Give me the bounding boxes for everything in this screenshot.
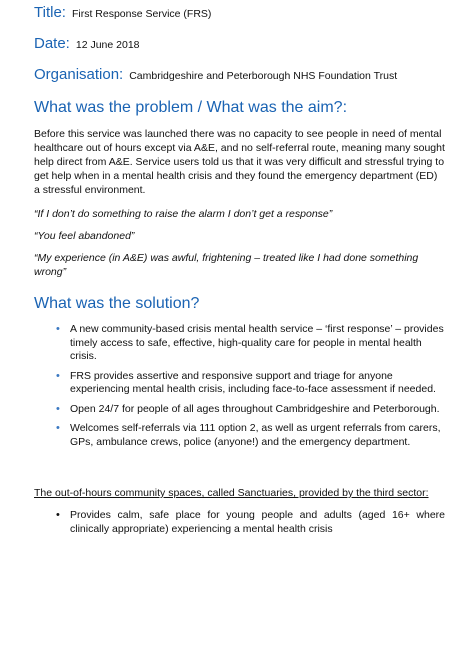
solution-bullet-text: Welcomes self-referrals via 111 option 2, as well as urgent referrals from carers, GPs, ambulance crews, police (anyone!) and the emergency department.: [70, 422, 441, 448]
date-row: [34, 35, 445, 52]
bullet-icon: •: [56, 323, 60, 335]
sanctuaries-heading: The out-of-hours community spaces, called Sanctuaries, provided by the third sector:: [34, 487, 429, 499]
sanctuary-bullet-text: Provides calm, safe place for young people and adults (aged 16+ where clinically appropriate) experiencing a mental health crisis: [70, 509, 445, 535]
solution-bullet-text: Open 24/7 for people of all ages throughout Cambridgeshire and Peterborough.: [70, 402, 440, 415]
quote-abandoned: “You feel abandoned”: [34, 230, 135, 242]
solution-bullet-text: FRS provides assertive and responsive support and triage for anyone experiencing mental health crisis, including face-to-face assessment if needed.: [70, 369, 436, 395]
title-value: First Response Service (FRS): [71, 8, 212, 20]
solution-heading: What was the solution?: [34, 295, 200, 312]
organisation-label: Organisation:: [34, 66, 124, 83]
list-item: [56, 370, 445, 397]
organisation-value: Cambridgeshire and Peterborough NHS Foundation Trust: [129, 70, 398, 82]
list-item: [56, 422, 445, 449]
title-label: Title:: [34, 4, 66, 21]
bullet-icon: •: [56, 422, 60, 434]
bullet-icon: •: [56, 402, 60, 415]
organisation-row: [34, 66, 445, 83]
title-row: [34, 4, 445, 21]
date-value: 12 June 2018: [75, 39, 140, 51]
quote-experience: “My experience (in A&E) was awful, frightening – treated like I had done something wrong”: [34, 252, 419, 278]
sanctuaries-list: [34, 509, 445, 536]
solution-list: [34, 323, 445, 449]
list-item: [56, 509, 445, 536]
problem-paragraph: Before this service was launched there was no capacity to see people in need of mental healthcare out of hours except via A&E, and no self-referral route, meaning many sought help direct from A&E. Service users told us that it was very difficult and stressful trying to get help when in a mental health crisis and they found the emergency department (ED) a stressful environment.: [34, 128, 445, 196]
bullet-icon: •: [56, 509, 60, 521]
date-label: Date:: [34, 35, 70, 52]
list-item: [56, 403, 445, 417]
list-item: [56, 323, 445, 364]
quote-alarm: “If I don’t do something to raise the alarm I don’t get a response”: [34, 208, 333, 220]
solution-bullet-text: A new community-based crisis mental health service – ‘first response’ – provides timely access to safe, effective, high-quality care for people in mental health crisis.: [70, 323, 444, 362]
bullet-icon: •: [56, 369, 60, 382]
problem-heading: What was the problem / What was the aim?:: [34, 99, 348, 116]
